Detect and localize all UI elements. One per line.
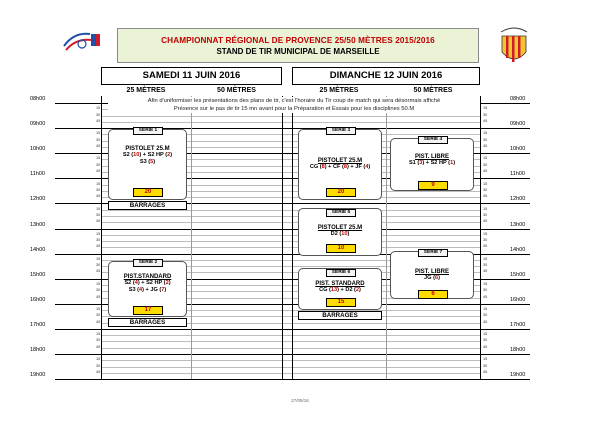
column-divider [386, 96, 387, 379]
column-divider [191, 96, 192, 379]
minute-label-right: 45 [483, 219, 488, 224]
hour-label-right: 11h00 [510, 171, 525, 178]
serie-1-groups-2: S3 (5) [139, 159, 156, 165]
day-header-sunday: DIMANCHE 12 JUIN 2016 [292, 67, 480, 85]
minute-label-left: 30 [96, 187, 101, 192]
serie-2-discipline: PIST.STANDARD [123, 274, 172, 280]
sat-barrages-1: BARRAGES [108, 201, 187, 210]
serie-4-count: 9 [418, 181, 448, 190]
minute-label-right: 15 [483, 131, 488, 136]
serie-4-tag: SERIE 4 [418, 136, 448, 144]
minute-label-right: 45 [483, 244, 488, 249]
serie-6-tag: SERIE 6 [326, 269, 356, 277]
footer-date: 27/05/16 [291, 398, 309, 403]
serie-3-block [298, 129, 382, 200]
hour-label-right: 19h00 [510, 372, 526, 379]
hour-label-right: 14h00 [510, 246, 526, 253]
notice-line-2: Présence sur le pas de tir 15 mn avant pour la Préparation et Essais pour les disciplines 50.M [173, 106, 415, 112]
minute-label-left: 15 [96, 231, 101, 236]
minute-label-left: 30 [96, 263, 101, 268]
notice-text [108, 97, 480, 113]
minute-label-left: 30 [96, 288, 101, 293]
quarter-line [101, 222, 480, 223]
minute-label-left: 45 [96, 194, 101, 199]
column-border [292, 96, 293, 379]
hour-label-right: 18h00 [510, 347, 526, 353]
minute-label-right: 30 [483, 187, 488, 192]
minute-label-left: 15 [96, 281, 101, 286]
minute-label-left: 45 [96, 169, 101, 174]
minute-label-right: 30 [483, 162, 488, 167]
minute-label-left: 30 [96, 212, 101, 217]
minute-label-left: 15 [96, 106, 101, 111]
minute-label-left: 15 [96, 206, 101, 211]
hour-label-left: 16h00 [30, 296, 46, 303]
serie-3-groups: CG (8) + CF (8) + JF (4) [309, 164, 371, 170]
hour-label-left: 11h00 [30, 171, 45, 178]
serie-1-discipline: PISTOLET 25.M [125, 146, 170, 152]
minute-label-left: 15 [96, 307, 101, 312]
minute-label-left: 45 [96, 344, 101, 349]
minute-label-right: 30 [483, 288, 488, 293]
quarter-line [101, 241, 480, 242]
minute-label-left: 15 [96, 357, 101, 362]
minute-label-right: 15 [483, 181, 488, 186]
minute-label-right: 30 [483, 263, 488, 268]
serie-7-tag: SERIE 7 [418, 249, 448, 257]
minute-label-right: 45 [483, 143, 488, 148]
sat-50m-header: 50 MÈTRES [217, 87, 256, 94]
minute-label-right: 45 [483, 269, 488, 274]
quarter-line [101, 116, 480, 117]
serie-6-block [298, 268, 382, 310]
serie-2-groups-2: S3 (4) + JG (7) [128, 287, 167, 293]
minute-label-left: 30 [96, 137, 101, 142]
serie-6-groups: CG (13) + D2 (2) [319, 287, 361, 293]
serie-1-tag: SERIE 1 [133, 127, 163, 135]
quarter-line [101, 122, 480, 123]
minute-label-right: 45 [483, 369, 488, 374]
minute-label-left: 15 [96, 156, 101, 161]
column-border [282, 96, 283, 379]
quarter-line [101, 341, 480, 342]
minute-label-right: 30 [483, 363, 488, 368]
serie-7-groups: JG (6) [424, 275, 440, 281]
hour-label-right: 09h00 [510, 121, 526, 128]
minute-label-right: 30 [483, 338, 488, 343]
minute-label-right: 30 [483, 112, 488, 117]
serie-6-discipline: PIST. STANDARD [315, 281, 365, 287]
minute-label-right: 15 [483, 231, 488, 236]
hour-line [55, 379, 530, 380]
serie-2-groups: S2 (4) + S2 HP (2) [124, 280, 171, 286]
minute-label-left: 15 [96, 256, 101, 261]
hour-label-right: 16h00 [510, 296, 526, 303]
serie-5-count: 10 [326, 244, 356, 253]
serie-2-count: 17 [133, 306, 163, 315]
minute-label-left: 45 [96, 319, 101, 324]
minute-label-right: 15 [483, 357, 488, 362]
sun-barrages: BARRAGES [298, 311, 382, 320]
hour-label-right: 17h00 [510, 321, 526, 328]
minute-label-left: 45 [96, 143, 101, 148]
minute-label-right: 30 [483, 212, 488, 217]
federation-logo [60, 26, 104, 60]
minute-label-left: 30 [96, 112, 101, 117]
hour-label-right: 10h00 [510, 146, 526, 153]
minute-label-right: 45 [483, 319, 488, 324]
header-panel [117, 28, 479, 63]
serie-5-block [298, 208, 382, 256]
notice-line-1: Afin d'uniformiser les présentations des plans de tir, c'est l'horaire du Tir coup de match qui sera désormais affiché [147, 98, 441, 104]
serie-5-discipline: PISTOLET 25.M [317, 225, 363, 231]
serie-7-discipline: PIST. LIBRE [414, 269, 449, 275]
hour-label-right: 15h00 [510, 271, 526, 278]
serie-3-count: 20 [326, 188, 356, 197]
minute-label-left: 30 [96, 363, 101, 368]
sun-25m-header: 25 MÈTRES [319, 87, 359, 94]
hour-label-left: 13h00 [30, 221, 46, 228]
day-header-saturday: SAMEDI 11 JUIN 2016 [101, 67, 282, 85]
sat-barrages-2: BARRAGES [108, 318, 187, 327]
serie-5-tag: SERIE 5 [326, 209, 356, 217]
serie-4-discipline: PIST. LIBRE [414, 154, 449, 160]
minute-label-right: 15 [483, 206, 488, 211]
minute-label-right: 15 [483, 281, 488, 286]
minute-label-left: 45 [96, 369, 101, 374]
league-logo [497, 22, 531, 68]
hour-label-left: 14h00 [30, 246, 46, 253]
minute-label-right: 45 [483, 294, 488, 299]
hour-label-left: 15h00 [30, 271, 46, 278]
serie-2-block [108, 261, 187, 317]
minute-label-left: 15 [96, 181, 101, 186]
minute-label-right: 45 [483, 118, 488, 123]
page-subtitle: STAND DE TIR MUNICIPAL DE MARSEILLE [216, 47, 380, 56]
minute-label-right: 45 [483, 169, 488, 174]
minute-label-left: 45 [96, 219, 101, 224]
serie-4-groups: S1 (3) + S2 HP (1) [408, 160, 456, 166]
serie-3-tag: SERIE 3 [326, 127, 356, 135]
hour-label-left: 09h00 [30, 121, 46, 128]
quarter-line [101, 235, 480, 236]
serie-1-count: 20 [133, 188, 163, 197]
sat-25m-header: 25 MÈTRES [126, 87, 166, 94]
minute-label-right: 15 [483, 332, 488, 337]
quarter-line [101, 348, 480, 349]
column-border [101, 96, 102, 379]
hour-label-right: 08h00 [510, 96, 526, 102]
hour-label-left: 10h00 [30, 146, 46, 153]
minute-label-right: 30 [483, 137, 488, 142]
minute-label-left: 30 [96, 313, 101, 318]
quarter-line [101, 373, 480, 374]
hour-label-left: 17h00 [30, 321, 46, 328]
quarter-line [101, 335, 480, 336]
serie-3-discipline: PISTOLET 25.M [317, 158, 363, 164]
minute-label-right: 15 [483, 156, 488, 161]
serie-1-block [108, 129, 187, 200]
serie-2-tag: SERIE 2 [133, 259, 163, 267]
serie-7-block [390, 251, 474, 299]
hour-label-left: 12h00 [30, 196, 46, 203]
column-border [480, 96, 481, 379]
hour-label-left: 18h00 [30, 347, 46, 353]
minute-label-left: 45 [96, 118, 101, 123]
serie-6-count: 15 [326, 298, 356, 307]
minute-label-right: 30 [483, 313, 488, 318]
minute-label-right: 45 [483, 194, 488, 199]
minute-label-right: 15 [483, 106, 488, 111]
page-title: CHAMPIONNAT RÉGIONAL DE PROVENCE 25/50 MÈTRES 2015/2016 [161, 36, 435, 45]
minute-label-left: 45 [96, 244, 101, 249]
hour-label-left: 19h00 [30, 372, 46, 379]
minute-label-left: 15 [96, 332, 101, 337]
serie-7-count: 6 [418, 290, 448, 299]
serie-4-block [390, 138, 474, 191]
minute-label-left: 15 [96, 131, 101, 136]
quarter-line [101, 367, 480, 368]
minute-label-right: 15 [483, 307, 488, 312]
quarter-line [101, 216, 480, 217]
serie-1-groups: S2 (10) + S2 HP (2) [122, 152, 173, 158]
minute-label-left: 45 [96, 294, 101, 299]
hour-label-left: 08h00 [30, 96, 46, 102]
minute-label-left: 45 [96, 269, 101, 274]
minute-label-right: 15 [483, 256, 488, 261]
minute-label-right: 30 [483, 238, 488, 243]
serie-5-groups: D2 (10) [330, 231, 350, 237]
minute-label-left: 30 [96, 162, 101, 167]
hour-label-right: 13h00 [510, 221, 526, 228]
sun-50m-header: 50 MÈTRES [413, 87, 453, 94]
minute-label-right: 45 [483, 344, 488, 349]
quarter-line [101, 360, 480, 361]
minute-label-left: 30 [96, 238, 101, 243]
minute-label-left: 30 [96, 338, 101, 343]
hour-label-right: 12h00 [510, 196, 526, 203]
